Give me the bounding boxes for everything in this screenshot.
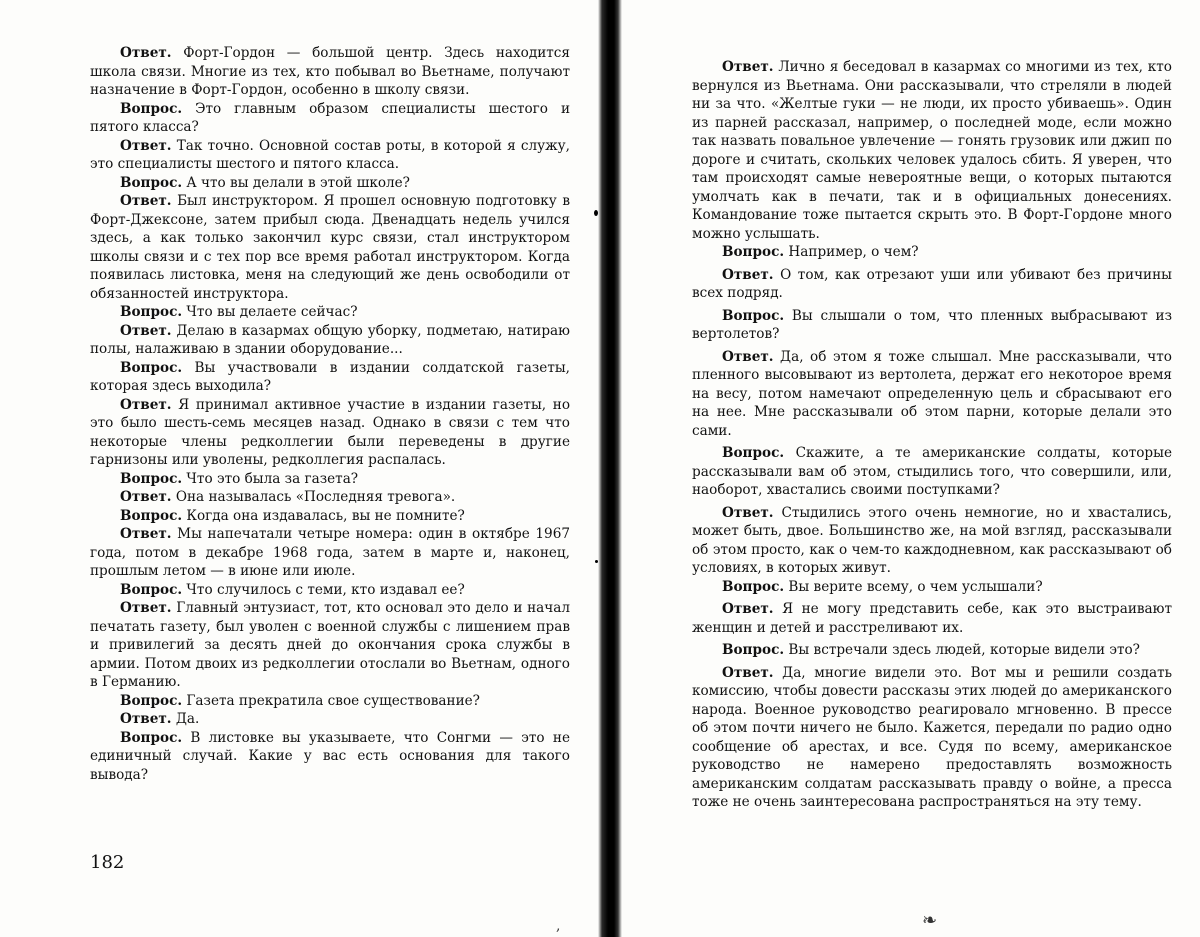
paragraph-text: Например, о чем? xyxy=(788,244,919,260)
left-page xyxy=(0,0,598,937)
paragraph xyxy=(692,578,1172,597)
gutter-speck xyxy=(595,560,598,563)
paragraph-text: Когда она издавалась, вы не помните? xyxy=(186,507,465,524)
paragraph-text: Вы встречали здесь людей, которые видели это? xyxy=(788,642,1140,658)
paragraph xyxy=(90,44,570,100)
speaker-label: Вопрос. xyxy=(120,729,183,746)
paragraph xyxy=(90,692,570,711)
paragraph xyxy=(692,307,1172,344)
speaker-label: Ответ. xyxy=(120,711,172,727)
paragraph xyxy=(90,525,570,581)
paragraph xyxy=(90,303,570,322)
speaker-label: Вопрос. xyxy=(722,642,785,658)
paragraph xyxy=(692,266,1172,303)
paragraph-text: Да, об этом я тоже слышал. Мне рассказывали, что пленного высовывают из вертолета, держат его некоторое время на весу, потом намечают определенную цель и сбрасывают его на нее. Мне рассказывали об этом парни, которые делали это сами. xyxy=(692,348,1172,439)
paragraph xyxy=(692,444,1172,500)
speaker-label: Вопрос. xyxy=(120,470,183,487)
gutter-speck xyxy=(594,210,598,216)
paragraph xyxy=(692,243,1172,262)
paragraph xyxy=(90,470,570,489)
paragraph-text: Что вы делаете сейчас? xyxy=(186,304,358,320)
speaker-label: Вопрос. xyxy=(120,692,183,709)
paragraph-text: Вы верите всему, о чем услышали? xyxy=(788,578,1043,595)
speaker-label: Ответ. xyxy=(722,601,774,617)
speaker-label: Ответ. xyxy=(120,137,172,154)
paragraph-text: В листовке вы указываете, что Сонгми — это не единичный случай. Какие у вас есть основания для такого вывода? xyxy=(90,729,570,783)
paragraph-text: А что вы делали в этой школе? xyxy=(186,174,410,191)
speaker-label: Вопрос. xyxy=(120,359,183,376)
paragraph-text: Мы напечатали четыре номера: один в октябре 1967 года, потом в декабре 1968 года, затем в марте и, наконец, прошлым летом — в июне или июле. xyxy=(90,526,570,579)
paragraph xyxy=(90,710,570,729)
speaker-label: Вопрос. xyxy=(120,507,183,524)
paragraph xyxy=(90,137,570,174)
paragraph xyxy=(90,729,570,785)
paragraph-text: Газета прекратила свое существование? xyxy=(186,692,480,709)
paragraph xyxy=(90,322,570,359)
paragraph xyxy=(692,641,1172,660)
paragraph xyxy=(90,100,570,137)
speaker-label: Вопрос. xyxy=(120,304,183,320)
paragraph-text: Она называлась «Последняя тревога». xyxy=(175,489,456,505)
paragraph-text: Что случилось с теми, кто издавал ее? xyxy=(186,581,465,598)
paragraph-text: Стыдились этого очень немногие, но и хвастались, может быть, двое. Большинство же, на мой взгляд, рассказывали об этом просто, как о чем-то каждодневном, как рассказывают об условиях, в которых живут. xyxy=(692,504,1173,576)
speaker-label: Вопрос. xyxy=(120,581,183,598)
speaker-label: Вопрос. xyxy=(722,445,785,461)
speaker-label: Ответ. xyxy=(722,504,774,521)
paragraph xyxy=(90,192,570,303)
paragraph xyxy=(90,396,570,470)
speaker-label: Вопрос. xyxy=(722,307,785,324)
speaker-label: Ответ. xyxy=(120,396,172,413)
printer-mark-icon: ❧ xyxy=(922,910,938,931)
speaker-label: Ответ. xyxy=(120,526,172,542)
paragraph xyxy=(692,348,1172,441)
speaker-label: Ответ. xyxy=(722,59,774,75)
paragraph-text: Был инструктором. Я прошел основную подготовку в Форт-Джексоне, затем прибыл сюда. Двенадцать недель учился здесь, а как только закончил курс связи, стал инструктором школы связи и с тех пор все время работал инструктором. Когда появилась листовка, меня на следующий же день освободили от обязанностей инструктора. xyxy=(90,193,570,302)
paragraph xyxy=(90,488,570,507)
page-number: 182 xyxy=(90,852,125,873)
right-page-text xyxy=(692,58,1172,812)
paragraph-text: Форт-Гордон — большой центр. Здесь находится школа связи. Многие из тех, кто побывал во Вьетнаме, получают назначение в Форт-Гордон, особенно в школу связи. xyxy=(90,45,570,98)
paragraph-text: Так точно. Основной состав роты, в которой я служу, это специалисты шестого и пятого класса. xyxy=(90,137,570,172)
paragraph-text: Я принимал активное участие в издании газеты, но это было шесть-семь месяцев назад. Однако в связи с тем что некоторые члены редколлегии были переведены в другие гарнизоны или уволены, редколлегия распалась. xyxy=(90,396,570,468)
speaker-label: Ответ. xyxy=(120,193,172,209)
paragraph-text: Лично я беседовал в казармах со многими из тех, кто вернулся из Вьетнама. Они рассказывали, что стреляли в людей ни за что. «Желтые гуки — не люди, их просто убиваешь». Один из парней рассказал, например, о последней моде, если можно так назвать повальное увлечение — гонять грузовик или джип по дороге и считать, скольких человек удалось сбить. Я уверен, что там происходят самые невероятные вещи, о которых пытаются умолчать как в печати, так и в официальных донесениях. Командование тоже пытается скрыть это. В Форт-Гордоне много можно услышать. xyxy=(692,59,1172,242)
paragraph-text: О том, как отрезают уши или убивают без причины всех подряд. xyxy=(692,266,1173,301)
paragraph xyxy=(90,507,570,526)
paragraph-text: Делаю в казармах общую уборку, подметаю, натираю полы, налаживаю в здании оборудование... xyxy=(90,322,570,357)
paragraph-text: Скажите, а те американские солдаты, которые рассказывали вам об этом, стыдились того, что совершили, или, наоборот, хвастались своими поступками? xyxy=(692,445,1172,498)
speaker-label: Ответ. xyxy=(120,600,172,616)
paragraph-text: Да, многие видели это. Вот мы и решили создать комиссию, чтобы довести рассказы этих людей до американского народа. Военное руководство реагировало мгновенно. В прессе об этом почти ничего не было. Кажется, передали по радио одно сообщение об арестах, и все. Судя по всему, американское руководство не намерено предоставлять возможность американским солдатам рассказывать правду о войне, а пресса тоже не очень заинтересована распространяться на эту тему. xyxy=(692,664,1172,810)
paragraph-text: Вы участвовали в издании солдатской газеты, которая здесь выходила? xyxy=(90,359,570,394)
speaker-label: Ответ. xyxy=(722,348,774,365)
paragraph xyxy=(90,174,570,193)
left-page-text xyxy=(90,44,570,784)
speaker-label: Ответ. xyxy=(120,489,172,505)
speaker-label: Ответ. xyxy=(722,266,774,283)
speaker-label: Ответ. xyxy=(120,322,172,339)
paragraph xyxy=(90,581,570,600)
paragraph-text: Да. xyxy=(175,711,200,727)
paragraph xyxy=(692,664,1172,812)
paragraph-text: Что это была за газета? xyxy=(186,470,359,487)
paragraph xyxy=(90,599,570,692)
paragraph xyxy=(692,504,1172,578)
right-page xyxy=(622,0,1200,937)
speaker-label: Ответ. xyxy=(722,664,774,681)
book-gutter xyxy=(598,0,622,937)
speaker-label: Вопрос. xyxy=(120,100,183,117)
paragraph xyxy=(692,600,1172,637)
paragraph xyxy=(90,359,570,396)
paragraph-text: Это главным образом специалисты шестого и пятого класса? xyxy=(90,100,570,135)
paragraph-text: Я не могу представить себе, как это выстраивают женщин и детей и расстреливают их. xyxy=(692,601,1173,636)
scan-artifact: , xyxy=(556,918,561,934)
speaker-label: Вопрос. xyxy=(722,578,785,595)
paragraph-text: Главный энтузиаст, тот, кто основал это дело и начал печатать газету, был уволен с военной службы с лишением прав и привилегий за десять дней до окончания срока службы в армии. Потом двоих из редколлегии отослали во Вьетнам, одного в Германию. xyxy=(90,600,570,690)
paragraph xyxy=(692,58,1172,243)
paragraph-text: Вы слышали о том, что пленных выбрасывают из вертолетов? xyxy=(692,307,1172,342)
speaker-label: Ответ. xyxy=(120,45,172,61)
speaker-label: Вопрос. xyxy=(722,244,785,260)
speaker-label: Вопрос. xyxy=(120,174,183,191)
